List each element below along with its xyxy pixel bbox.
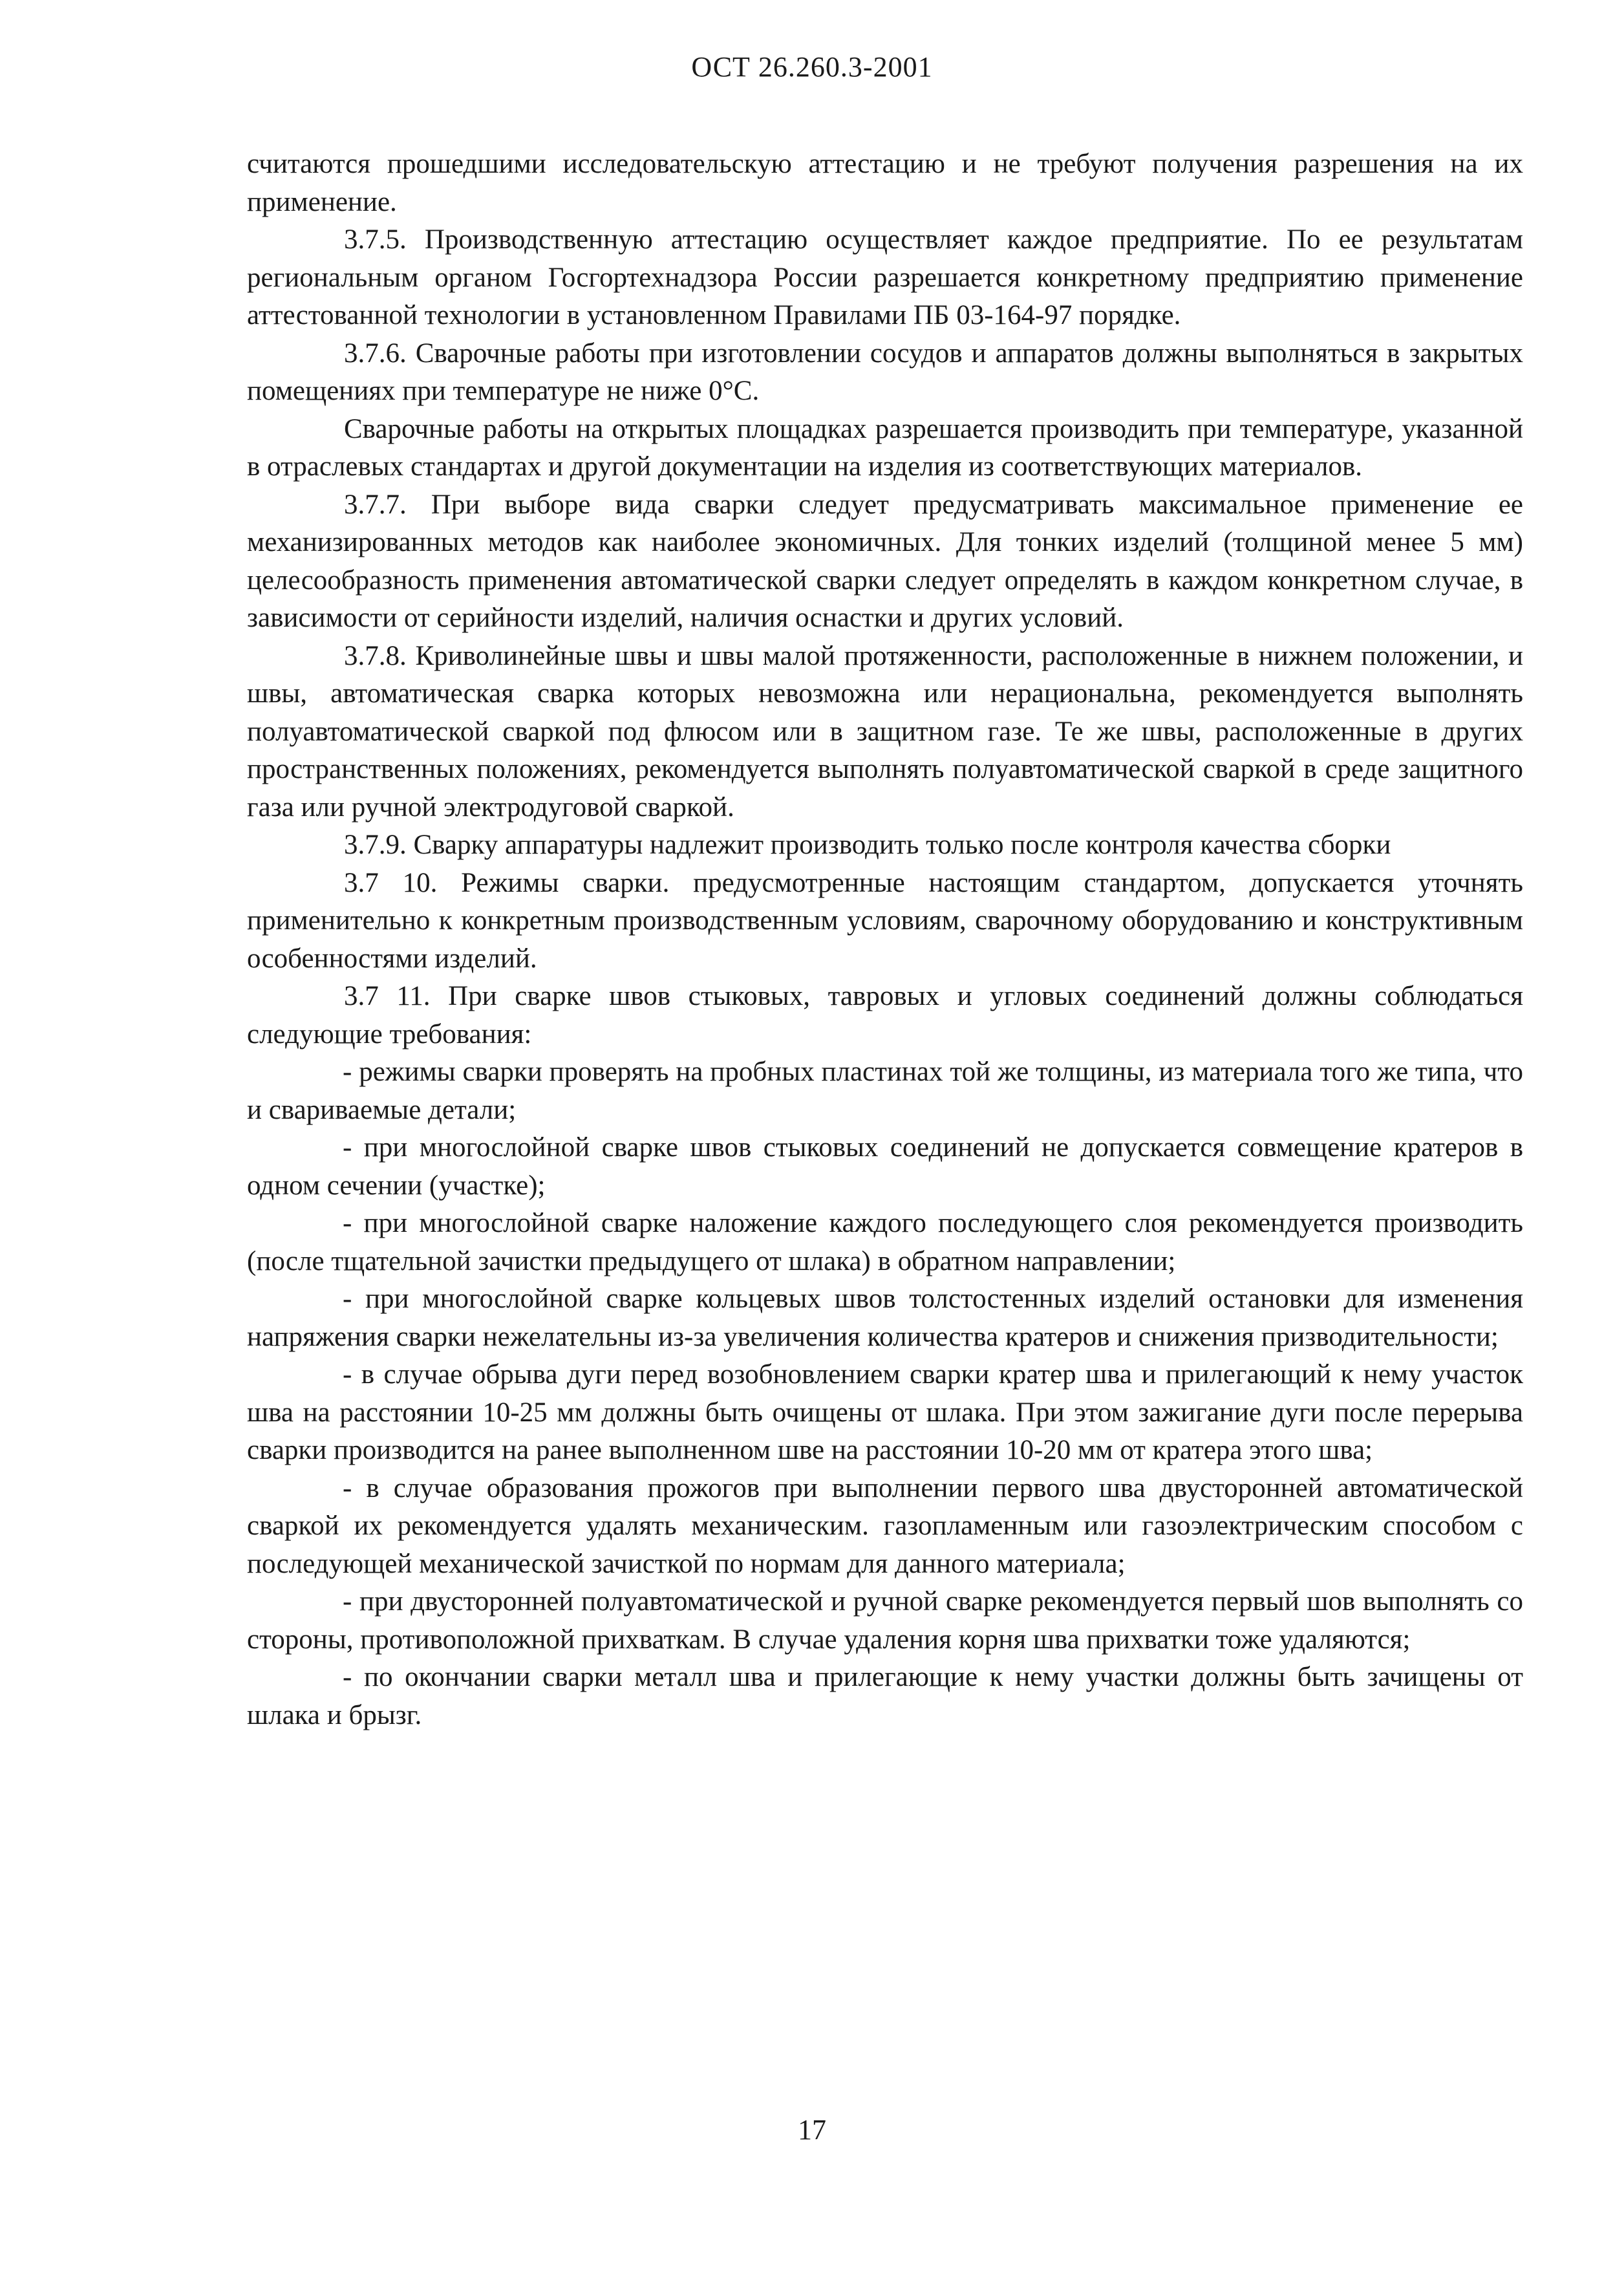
paragraph-continuation: считаются прошедшими исследовательскую аттестацию и не требуют получения разрешения на их применение. — [247, 149, 1523, 217]
paragraph-3-7-6: 3.7.6. Сварочные работы при изготовлении сосудов и аппаратов должны выполняться в закрытых помещениях при температуре не ниже 0°С. — [247, 338, 1523, 406]
paragraph-3-7-9: 3.7.9. Сварку аппаратуры надлежит производить только после контроля качества сборки — [344, 830, 1391, 860]
list-item: - при многослойной сварке наложение каждого последующего слоя рекомендуется производить (после тщательной зачистки предыдущего от шлака) в обратном направлении; — [247, 1208, 1523, 1276]
list-item: - в случае обрыва дуги перед возобновлением сварки кратер шва и прилегающий к нему участок шва на расстоянии 10-25 мм должны быть очищены от шлака. При этом зажигание дуги после перерыва сварки производится на ранее выполненном шве на расстоянии 10-20 мм от кратера этого шва; — [247, 1359, 1523, 1465]
paragraph-3-7-10: 3.7 10. Режимы сварки. предусмотренные настоящим стандартом, допускается уточнять применительно к конкретным производственным условиям, сварочному оборудованию и конструктивным особенностями изделий. — [247, 867, 1523, 974]
list-item: - при двусторонней полуавтоматической и ручной сварке рекомендуется первый шов выполнять со стороны, противоположной прихваткам. В случае удаления корня шва прихватки тоже удаляются; — [247, 1586, 1523, 1655]
page-number: 17 — [798, 2114, 826, 2146]
paragraph-open-sites: Сварочные работы на открытых площадках разрешается производить при температуре, указанной в отраслевых стандартах и другой документации на изделия из соответствующих материалов. — [247, 413, 1523, 482]
paragraph-3-7-11: 3.7 11. При сварке швов стыковых, тавровых и угловых соединений должны соблюдаться следующие требования: — [247, 981, 1523, 1050]
document-body — [247, 145, 1523, 1734]
paragraph-3-7-5: 3.7.5. Производственную аттестацию осуществляет каждое предприятие. По ее результатам региональным органом Госгортехнадзора России разрешается конкретному предприятию применение аттестованной технологии в установленном Правилами ПБ 03-164-97 порядке. — [247, 224, 1523, 330]
list-item: - в случае образования прожогов при выполнении первого шва двусторонней автоматической сваркой их рекомендуется удалять механическим. газопламенным или газоэлектрическим способом с последующей механической зачисткой по нормам для данного материала; — [247, 1472, 1523, 1579]
list-item: - режимы сварки проверять на пробных пластинах той же толщины, из материала того же типа, что и свариваемые детали; — [247, 1057, 1523, 1125]
paragraph-3-7-7: 3.7.7. При выборе вида сварки следует предусматривать максимальное применение ее механизированных методов как наиболее экономичных. Для тонких изделий (толщиной менее 5 мм) целесообразность применения автоматической сварки следует определять в каждом конкретном случае, в зависимости от серийности изделий, наличия оснастки и других условий. — [247, 489, 1523, 633]
list-item: - при многослойной сварке кольцевых швов толстостенных изделий остановки для изменения напряжения сварки нежелательны из-за увеличения количества кратеров и снижения призводительности; — [247, 1284, 1523, 1352]
paragraph-3-7-8: 3.7.8. Криволинейные швы и швы малой протяженности, расположенные в нижнем положении, и швы, автоматическая сварка которых невозможна или нерациональна, рекомендуется выполнять полуавтоматической сваркой под флюсом или в защитном газе. Те же швы, расположенные в других пространственных положениях, рекомендуется выполнять полуавтоматической сваркой в среде защитного газа или ручной электродуговой сваркой. — [247, 640, 1523, 823]
document-code-header: ОСТ 26.260.3-2001 — [691, 51, 933, 83]
list-item: - по окончании сварки металл шва и прилегающие к нему участки должны быть зачищены от шлака и брызг. — [247, 1662, 1523, 1730]
list-item: - при многослойной сварке швов стыковых соединений не допускается совмещение кратеров в одном сечении (участке); — [247, 1132, 1523, 1201]
